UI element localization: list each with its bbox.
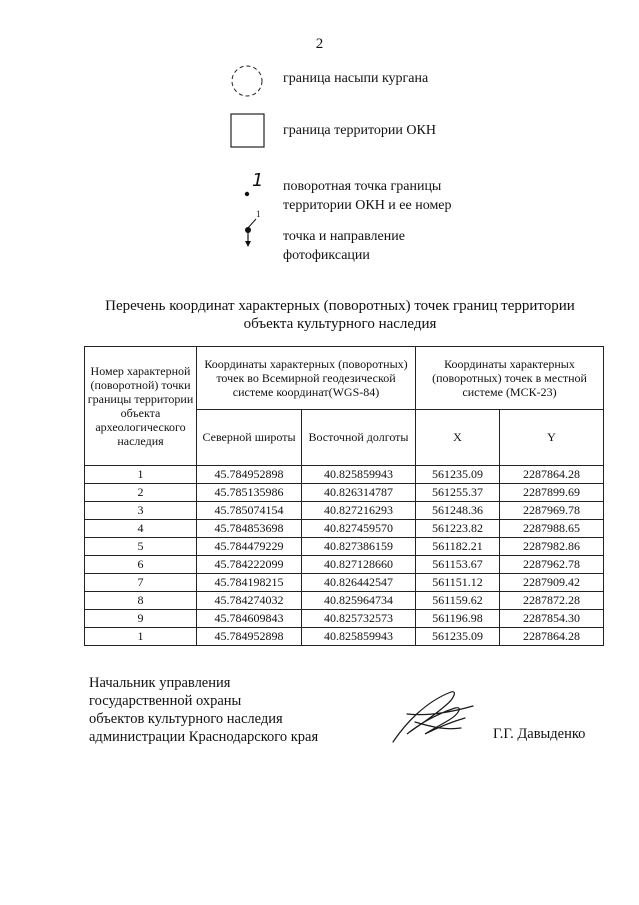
y-cell: 2287864.28 — [500, 466, 604, 484]
x-cell: 561248.36 — [416, 502, 500, 520]
y-cell: 2287909.42 — [500, 574, 604, 592]
mound-boundary-icon — [228, 62, 266, 100]
header-east-longitude: Восточной долготы — [302, 409, 416, 465]
coordinates-table — [84, 346, 604, 646]
north-latitude-cell: 45.784952898 — [197, 466, 302, 484]
point-number-cell: 9 — [85, 610, 197, 628]
north-latitude-cell: 45.784274032 — [197, 592, 302, 610]
x-cell: 561235.09 — [416, 466, 500, 484]
table-row — [85, 538, 604, 556]
north-latitude-cell: 45.784609843 — [197, 610, 302, 628]
y-cell: 2287864.28 — [500, 628, 604, 646]
east-longitude-cell: 40.825859943 — [302, 466, 416, 484]
x-cell: 561196.98 — [416, 610, 500, 628]
header-y: Y — [500, 409, 604, 465]
y-cell: 2287872.28 — [500, 592, 604, 610]
north-latitude-cell: 45.785135986 — [197, 484, 302, 502]
east-longitude-cell: 40.827386159 — [302, 538, 416, 556]
table-row — [85, 556, 604, 574]
point-number-cell: 8 — [85, 592, 197, 610]
header-point-number: Номер характерной (поворотной) точки границы территории объекта археологического наследия — [85, 347, 197, 466]
table-title: Перечень координат характерных (поворотных) точек границ территории объекта культурного наследия — [105, 298, 575, 332]
x-cell: 561153.67 — [416, 556, 500, 574]
point-number-cell: 4 — [85, 520, 197, 538]
table-row — [85, 466, 604, 484]
legend-mound-label: граница насыпи кургана — [283, 71, 429, 86]
header-x: X — [416, 409, 500, 465]
table-row — [85, 484, 604, 502]
table-row — [85, 610, 604, 628]
y-cell: 2287962.78 — [500, 556, 604, 574]
header-wgs-group: Координаты характерных (поворотных) точек во Всемирной геодезической системе координат(WGS-84) — [197, 347, 416, 410]
east-longitude-cell: 40.825732573 — [302, 610, 416, 628]
point-number-cell: 6 — [85, 556, 197, 574]
x-cell: 561151.12 — [416, 574, 500, 592]
table-row — [85, 574, 604, 592]
point-number-cell: 5 — [85, 538, 197, 556]
table-row — [85, 592, 604, 610]
east-longitude-cell: 40.827216293 — [302, 502, 416, 520]
east-longitude-cell: 40.825964734 — [302, 592, 416, 610]
point-number-cell: 1 — [85, 466, 197, 484]
point-number-cell: 7 — [85, 574, 197, 592]
point-number-cell: 2 — [85, 484, 197, 502]
point-number-cell: 1 — [85, 628, 197, 646]
x-cell: 561235.09 — [416, 628, 500, 646]
territory-boundary-icon — [230, 113, 266, 149]
north-latitude-cell: 45.785074154 — [197, 502, 302, 520]
legend-photo-label: точка и направление фотофиксации — [283, 229, 405, 263]
north-latitude-cell: 45.784222099 — [197, 556, 302, 574]
east-longitude-cell: 40.826442547 — [302, 574, 416, 592]
handwritten-signature — [385, 684, 480, 749]
header-msk-group: Координаты характерных (поворотных) точек в местной системе (МСК-23) — [416, 347, 604, 410]
east-longitude-cell: 40.827459570 — [302, 520, 416, 538]
y-cell: 2287982.86 — [500, 538, 604, 556]
east-longitude-cell: 40.827128660 — [302, 556, 416, 574]
x-cell: 561223.82 — [416, 520, 500, 538]
legend-territory-label: граница территории ОКН — [283, 123, 436, 138]
page-number: 2 — [315, 36, 324, 52]
x-cell: 561159.62 — [416, 592, 500, 610]
photo-direction-icon — [240, 216, 266, 250]
x-cell: 561182.21 — [416, 538, 500, 556]
east-longitude-cell: 40.826314787 — [302, 484, 416, 502]
north-latitude-cell: 45.784853698 — [197, 520, 302, 538]
y-cell: 2287988.65 — [500, 520, 604, 538]
header-north-latitude: Северной широты — [197, 409, 302, 465]
table-row — [85, 520, 604, 538]
signatory-name: Г.Г. Давыденко — [493, 726, 586, 742]
photo-direction-marker: 1 — [256, 209, 261, 219]
y-cell: 2287854.30 — [500, 610, 604, 628]
point-number-cell: 3 — [85, 502, 197, 520]
table-row — [85, 502, 604, 520]
table-row — [85, 628, 604, 646]
y-cell: 2287969.78 — [500, 502, 604, 520]
north-latitude-cell: 45.784198215 — [197, 574, 302, 592]
north-latitude-cell: 45.784479229 — [197, 538, 302, 556]
y-cell: 2287899.69 — [500, 484, 604, 502]
north-latitude-cell: 45.784952898 — [197, 628, 302, 646]
turning-point-marker: 1 — [252, 170, 264, 191]
x-cell: 561255.37 — [416, 484, 500, 502]
signatory-position: Начальник управления государственной охраны объектов культурного наследия администрации Краснодарского края — [89, 675, 319, 745]
east-longitude-cell: 40.825859943 — [302, 628, 416, 646]
legend-turning-point-label: поворотная точка границы территории ОКН и ее номер — [283, 179, 452, 213]
